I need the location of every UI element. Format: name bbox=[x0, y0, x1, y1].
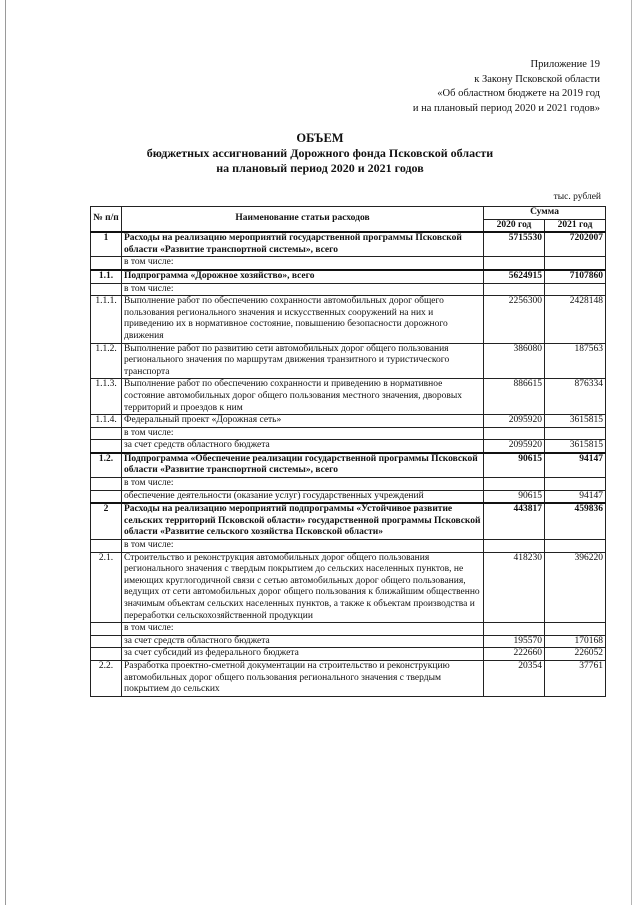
row-number bbox=[91, 490, 122, 503]
table-row bbox=[91, 635, 606, 648]
row-value-2020 bbox=[484, 283, 545, 296]
budget-table bbox=[90, 206, 606, 697]
row-name: Федеральный проект «Дорожная сеть» bbox=[122, 415, 484, 428]
row-value-2021: 7107860 bbox=[545, 270, 606, 283]
row-value-2020: 886615 bbox=[484, 379, 545, 415]
row-value-2021: 94147 bbox=[545, 490, 606, 503]
row-name: за счет средств областного бюджета bbox=[122, 440, 484, 453]
row-value-2021 bbox=[545, 283, 606, 296]
title-line-1: ОБЪЕМ bbox=[296, 131, 344, 145]
appendix-line-2: к Закону Псковской области bbox=[474, 73, 600, 85]
row-value-2021 bbox=[545, 540, 606, 553]
table-row bbox=[91, 648, 606, 661]
row-value-2021 bbox=[545, 478, 606, 491]
table-row bbox=[91, 440, 606, 453]
table-row bbox=[91, 427, 606, 440]
row-value-2021: 3615815 bbox=[545, 440, 606, 453]
title-line-3: на плановый период 2020 и 2021 годов bbox=[216, 161, 424, 175]
row-value-2021: 396220 bbox=[545, 552, 606, 623]
table-body bbox=[91, 232, 606, 696]
row-value-2021 bbox=[545, 257, 606, 270]
row-value-2021: 226052 bbox=[545, 648, 606, 661]
row-value-2021: 876334 bbox=[545, 379, 606, 415]
row-value-2020 bbox=[484, 257, 545, 270]
row-value-2021 bbox=[545, 427, 606, 440]
row-number: 1.1.3. bbox=[91, 379, 122, 415]
appendix-line-4: и на плановый период 2020 и 2021 годов» bbox=[412, 102, 600, 114]
row-value-2020: 2256300 bbox=[484, 296, 545, 343]
row-name: Выполнение работ по обеспечению сохранности и приведению в нормативное состояние автомобильных дорог общего пользования местного значения, дворовых территорий и проездов к ним bbox=[122, 379, 484, 415]
table-row bbox=[91, 453, 606, 478]
row-value-2021: 7202007 bbox=[545, 232, 606, 257]
row-number: 1.1.4. bbox=[91, 415, 122, 428]
row-value-2020 bbox=[484, 623, 545, 636]
row-value-2021 bbox=[545, 623, 606, 636]
row-name: в том числе: bbox=[122, 623, 484, 636]
row-value-2021: 459836 bbox=[545, 503, 606, 539]
row-name: Выполнение работ по развитию сети автомобильных дорог общего пользования регионального значения по маршрутам движения транзитного и туристического транспорта bbox=[122, 343, 484, 379]
row-name: за счет субсидий из федерального бюджета bbox=[122, 648, 484, 661]
row-number: 1 bbox=[91, 232, 122, 257]
row-name: в том числе: bbox=[122, 257, 484, 270]
row-number bbox=[91, 478, 122, 491]
row-number: 1.2. bbox=[91, 453, 122, 478]
row-value-2020: 195570 bbox=[484, 635, 545, 648]
table-row bbox=[91, 343, 606, 379]
row-number bbox=[91, 635, 122, 648]
row-value-2021: 170168 bbox=[545, 635, 606, 648]
header-sum: Сумма bbox=[484, 207, 606, 220]
row-number: 2.2. bbox=[91, 660, 122, 696]
row-value-2021: 187563 bbox=[545, 343, 606, 379]
row-number bbox=[91, 283, 122, 296]
row-value-2020: 5715530 bbox=[484, 232, 545, 257]
row-value-2020: 90615 bbox=[484, 490, 545, 503]
row-value-2021: 2428148 bbox=[545, 296, 606, 343]
row-name: Расходы на реализацию мероприятий государственной программы Псковской области «Развитие транспортной системы», всего bbox=[122, 232, 484, 257]
row-name: Подпрограмма «Дорожное хозяйство», всего bbox=[122, 270, 484, 283]
row-name: в том числе: bbox=[122, 478, 484, 491]
table-row bbox=[91, 379, 606, 415]
row-name: обеспечение деятельности (оказание услуг) государственных учреждений bbox=[122, 490, 484, 503]
row-number bbox=[91, 427, 122, 440]
row-number: 1.1.1. bbox=[91, 296, 122, 343]
row-value-2021: 37761 bbox=[545, 660, 606, 696]
header-2021: 2021 год bbox=[545, 219, 606, 232]
row-value-2020: 443817 bbox=[484, 503, 545, 539]
table-row bbox=[91, 296, 606, 343]
table-row bbox=[91, 623, 606, 636]
table-header-row bbox=[91, 207, 606, 220]
table-row bbox=[91, 478, 606, 491]
row-number bbox=[91, 540, 122, 553]
row-number: 1.1. bbox=[91, 270, 122, 283]
row-name: в том числе: bbox=[122, 283, 484, 296]
row-number bbox=[91, 257, 122, 270]
row-number: 1.1.2. bbox=[91, 343, 122, 379]
units-label: тыс. рублей bbox=[553, 192, 601, 202]
row-name: в том числе: bbox=[122, 540, 484, 553]
row-value-2020 bbox=[484, 540, 545, 553]
header-name: Наименование статьи расходов bbox=[122, 207, 484, 233]
row-number: 2 bbox=[91, 503, 122, 539]
row-value-2021: 3615815 bbox=[545, 415, 606, 428]
appendix-note bbox=[413, 58, 600, 116]
row-value-2021: 94147 bbox=[545, 453, 606, 478]
row-value-2020: 386080 bbox=[484, 343, 545, 379]
appendix-line-1: Приложение 19 bbox=[530, 59, 600, 70]
row-number: 2.1. bbox=[91, 552, 122, 623]
row-name: Выполнение работ по обеспечению сохранности автомобильных дорог общего пользования регионального значения и искусственных сооружений на них и приведению их в нормативное состояние, повышению безопасности дорожного движения bbox=[122, 296, 484, 343]
row-number bbox=[91, 648, 122, 661]
row-value-2020: 418230 bbox=[484, 552, 545, 623]
document-title bbox=[0, 131, 640, 176]
table-row bbox=[91, 257, 606, 270]
table-row bbox=[91, 270, 606, 283]
row-value-2020: 222660 bbox=[484, 648, 545, 661]
table-row bbox=[91, 540, 606, 553]
row-number bbox=[91, 623, 122, 636]
row-value-2020: 20354 bbox=[484, 660, 545, 696]
table-row bbox=[91, 283, 606, 296]
row-name: Подпрограмма «Обеспечение реализации государственной программы Псковской области «Развитие транспортной системы», всего bbox=[122, 453, 484, 478]
row-value-2020: 90615 bbox=[484, 453, 545, 478]
row-name: в том числе: bbox=[122, 427, 484, 440]
appendix-line-3: «Об областном бюджете на 2019 год bbox=[437, 88, 600, 99]
row-name: Расходы на реализацию мероприятий подпрограммы «Устойчивое развитие сельских территорий Псковской области» государственной программы Псковской области «Развитие сельского хозяйства Псковской области» bbox=[122, 503, 484, 539]
table-row bbox=[91, 232, 606, 257]
row-value-2020: 5624915 bbox=[484, 270, 545, 283]
title-line-2: бюджетных ассигнований Дорожного фонда Псковской области bbox=[146, 146, 494, 160]
row-value-2020 bbox=[484, 427, 545, 440]
row-value-2020: 2095920 bbox=[484, 415, 545, 428]
row-value-2020 bbox=[484, 478, 545, 491]
table-row bbox=[91, 490, 606, 503]
header-num: № п/п bbox=[91, 207, 122, 233]
table-row bbox=[91, 660, 606, 696]
row-name: Строительство и реконструкция автомобильных дорог общего пользования регионального значения с твердым покрытием до сельских населенных пунктов, не имеющих круглогодичной связи с сетью автомобильных дорог общего пользования, ведущих от сети автомобильных дорог общего пользования к ближайшим общественно значимым объектам сельских населенных пунктов, а также к объектам производства и переработки сельскохозяйственной продукции bbox=[122, 552, 484, 623]
row-name: за счет средств областного бюджета bbox=[122, 635, 484, 648]
row-value-2020: 2095920 bbox=[484, 440, 545, 453]
table-row bbox=[91, 503, 606, 539]
header-2020: 2020 год bbox=[484, 219, 545, 232]
table-row bbox=[91, 552, 606, 623]
row-name: Разработка проектно-сметной документации на строительство и реконструкцию автомобильных дорог общего пользования регионального значения с твердым покрытием до сельских bbox=[122, 660, 484, 696]
table-row bbox=[91, 415, 606, 428]
row-number bbox=[91, 440, 122, 453]
